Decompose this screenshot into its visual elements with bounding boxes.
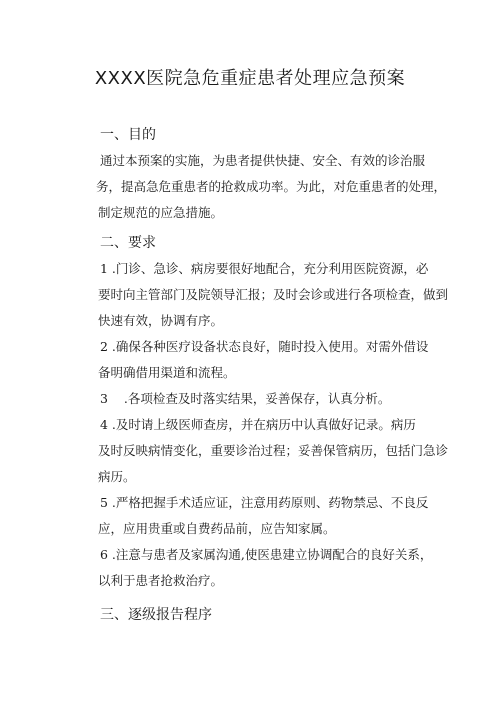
requirement-item-3: [98, 386, 438, 412]
requirement-item-2: [98, 334, 438, 386]
requirement-item-6: [98, 542, 438, 594]
paragraph-line: 要时向主管部门及院领导汇报；及时会诊或进行各项检查，做到: [98, 287, 449, 302]
requirement-item-1: [98, 256, 449, 334]
paragraph-line: 快速有效，协调有序。: [98, 313, 224, 328]
section-heading-requirements: 二、要求: [100, 235, 156, 251]
paragraph-line: 4 .及时请上级医师查房，并在病历中认真做好记录。病历: [100, 417, 416, 432]
paragraph-line: 备明确借用渠道和流程。: [98, 365, 236, 380]
paragraph-line: 及时反映病情变化，重要诊治过程；妥善保管病历，包括门急诊: [98, 443, 449, 458]
paragraph-line: 制定规范的应急措施。: [98, 205, 224, 220]
page-title: XXXX医院急危重症患者处理应急预案: [94, 68, 406, 89]
paragraph-line: 以利于患者抢救治疗。: [98, 573, 224, 588]
paragraph-line: 病历。: [98, 469, 136, 484]
paragraph-line: 务，提高急危重患者的抢救成功率。为此，对危重患者的处理，: [96, 179, 447, 194]
requirement-item-5: [98, 490, 438, 542]
section-heading-reporting-procedure: 三、逐级报告程序: [100, 607, 212, 623]
paragraph-line: 通过本预案的实施，为患者提供快捷、安全、有效的诊治服: [100, 153, 426, 168]
paragraph-line: 6 .注意与患者及家属沟通,使医患建立协调配合的良好关系，: [100, 547, 433, 562]
paragraph-line: 应，应用贵重或自费药品前，应告知家属。: [98, 521, 336, 536]
paragraph-line: 1 .门诊、急诊、病房要很好地配合，充分利用医院资源，必: [100, 261, 429, 276]
paragraph-line: 3 .各项检查及时落实结果，妥善保存，认真分析。: [100, 391, 391, 406]
paragraph-line: 5 .严格把握手术适应证，注意用药原则、药物禁忌、不良反: [100, 495, 429, 510]
requirement-item-4: [98, 412, 449, 490]
section-heading-purpose: 一、目的: [100, 127, 156, 143]
paragraph-line: 2 .确保各种医疗设备状态良好，随时投入使用。对需外借设: [100, 339, 429, 354]
paragraph-purpose: [96, 148, 447, 226]
